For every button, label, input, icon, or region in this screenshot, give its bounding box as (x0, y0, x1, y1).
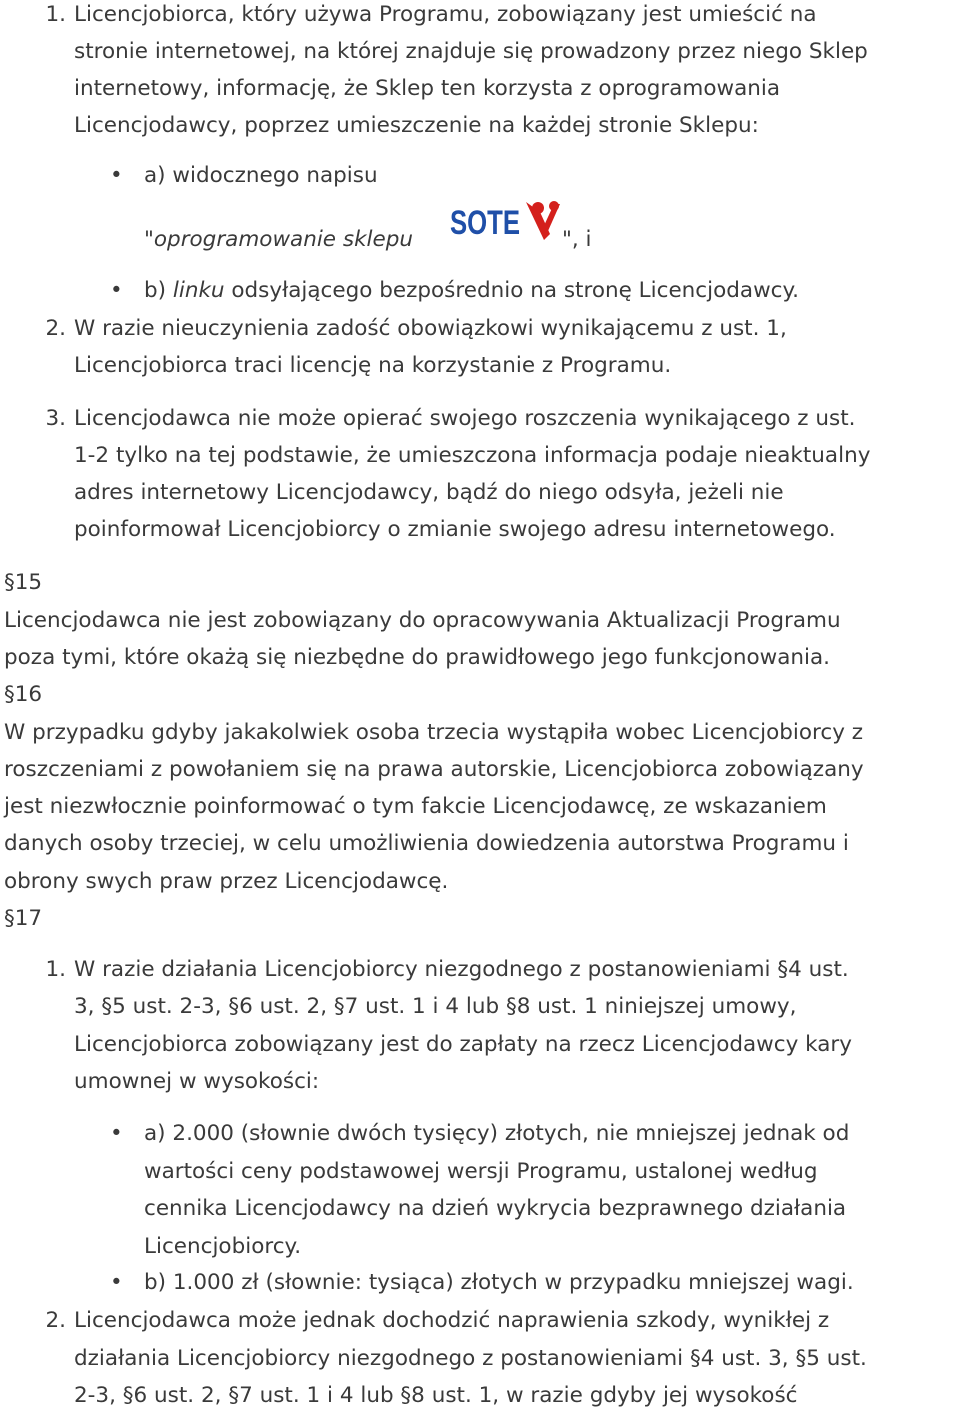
bullet-dot: • (110, 1270, 123, 1295)
paragraph-line: Licencjobiorca zobowiązany jest do zapłaty na rzecz Licencjodawcy kary (74, 1032, 852, 1057)
section-heading-16: §16 (4, 682, 43, 707)
paragraph-line: jest niezwłocznie poinformować o tym fakcie Licencjodawcę, ze wskazaniem (4, 794, 827, 819)
paragraph-line: roszczeniami z powołaniem się na prawa autorskie, Licencjobiorca zobowiązany (4, 757, 864, 782)
quote-open: " (144, 227, 154, 252)
bullet-text: a) 2.000 (słownie dwóch tysięcy) złotych, nie mniejszej jednak od (144, 1121, 850, 1146)
list-number-2: 2. (45, 316, 66, 341)
italic-text: oprogramowanie sklepu (153, 227, 413, 252)
section-heading-15: §15 (4, 570, 43, 595)
paragraph-line: Licencjodawcy, poprzez umieszczenie na każdej stronie Sklepu: (74, 113, 759, 138)
paragraph-line: 2-3, §6 ust. 2, §7 ust. 1 i 4 lub §8 ust. 1, w razie gdyby jej wysokość (74, 1383, 798, 1408)
paragraph-line: 3, §5 ust. 2-3, §6 ust. 2, §7 ust. 1 i 4 lub §8 ust. 1 niniejszej umowy, (74, 994, 797, 1019)
section-heading-17: §17 (4, 906, 43, 931)
bullet-rest: odsyłającego bezpośrednio na stronę Licencjodawcy. (224, 278, 799, 303)
bullet-dot: • (110, 163, 123, 188)
list-number-3: 3. (45, 406, 66, 431)
paragraph-line: internetowy, informację, że Sklep ten korzysta z oprogramowania (74, 76, 781, 101)
list-number-1: 1. (45, 957, 66, 982)
quote-line (144, 221, 413, 258)
quote-close: ", i (562, 227, 592, 252)
paragraph-line: 1-2 tylko na tej podstawie, że umieszczona informacja podaje nieaktualny (74, 443, 871, 468)
list-number-1: 1. (45, 2, 66, 27)
bullet-dot: • (110, 1121, 123, 1146)
bullet-text: wartości ceny podstawowej wersji Programu, ustalonej według (144, 1159, 818, 1184)
bullet-text (144, 272, 799, 309)
paragraph-line: adres internetowy Licencjodawcy, bądź do niego odsyła, jeżeli nie (74, 480, 784, 505)
paragraph-line: Licencjobiorca traci licencję na korzystanie z Programu. (74, 353, 672, 378)
paragraph-line: Licencjodawca nie jest zobowiązany do opracowywania Aktualizacji Programu (4, 608, 841, 633)
paragraph-line: poinformował Licencjobiorcy o zmianie swojego adresu internetowego. (74, 517, 836, 542)
paragraph-line: W razie działania Licencjobiorcy niezgodnego z postanowieniami §4 ust. (74, 957, 849, 982)
paragraph-line: Licencjobiorca, który używa Programu, zobowiązany jest umieścić na (74, 2, 817, 27)
paragraph-line: działania Licencjobiorcy niezgodnego z postanowieniami §4 ust. 3, §5 ust. (74, 1346, 867, 1371)
link-word: linku (172, 278, 225, 303)
paragraph-line: Licencjodawca nie może opierać swojego roszczenia wynikającego z ust. (74, 406, 856, 431)
list-number-2: 2. (45, 1308, 66, 1333)
bullet-dot: • (110, 278, 123, 303)
paragraph-line: poza tymi, które okażą się niezbędne do prawidłowego jego funkcjonowania. (4, 645, 830, 670)
paragraph-line: danych osoby trzeciej, w celu umożliwienia dowiedzenia autorstwa Programu i (4, 831, 849, 856)
paragraph-line: umownej w wysokości: (74, 1069, 320, 1094)
bullet-text: a) widocznego napisu (144, 163, 378, 188)
bullet-text: cennika Licencjodawcy na dzień wykrycia bezprawnego działania (144, 1196, 847, 1221)
paragraph-line: obrony swych praw przez Licencjodawcę. (4, 869, 449, 894)
sote-logo (450, 194, 566, 246)
bullet-prefix: b) (144, 278, 173, 303)
paragraph-line: W przypadku gdyby jakakolwiek osoba trzecia wystąpiła wobec Licencjobiorcy z (4, 720, 864, 745)
svg-text:SOTE: SOTE (450, 204, 520, 242)
bullet-text: Licencjobiorcy. (144, 1234, 302, 1259)
bullet-text: b) 1.000 zł (słownie: tysiąca) złotych w przypadku mniejszej wagi. (144, 1270, 854, 1295)
paragraph-line: Licencjodawca może jednak dochodzić naprawienia szkody, wynikłej z (74, 1308, 830, 1333)
paragraph-line: W razie nieuczynienia zadość obowiązkowi wynikającemu z ust. 1, (74, 316, 787, 341)
paragraph-line: stronie internetowej, na której znajduje się prowadzony przez niego Sklep (74, 39, 868, 64)
